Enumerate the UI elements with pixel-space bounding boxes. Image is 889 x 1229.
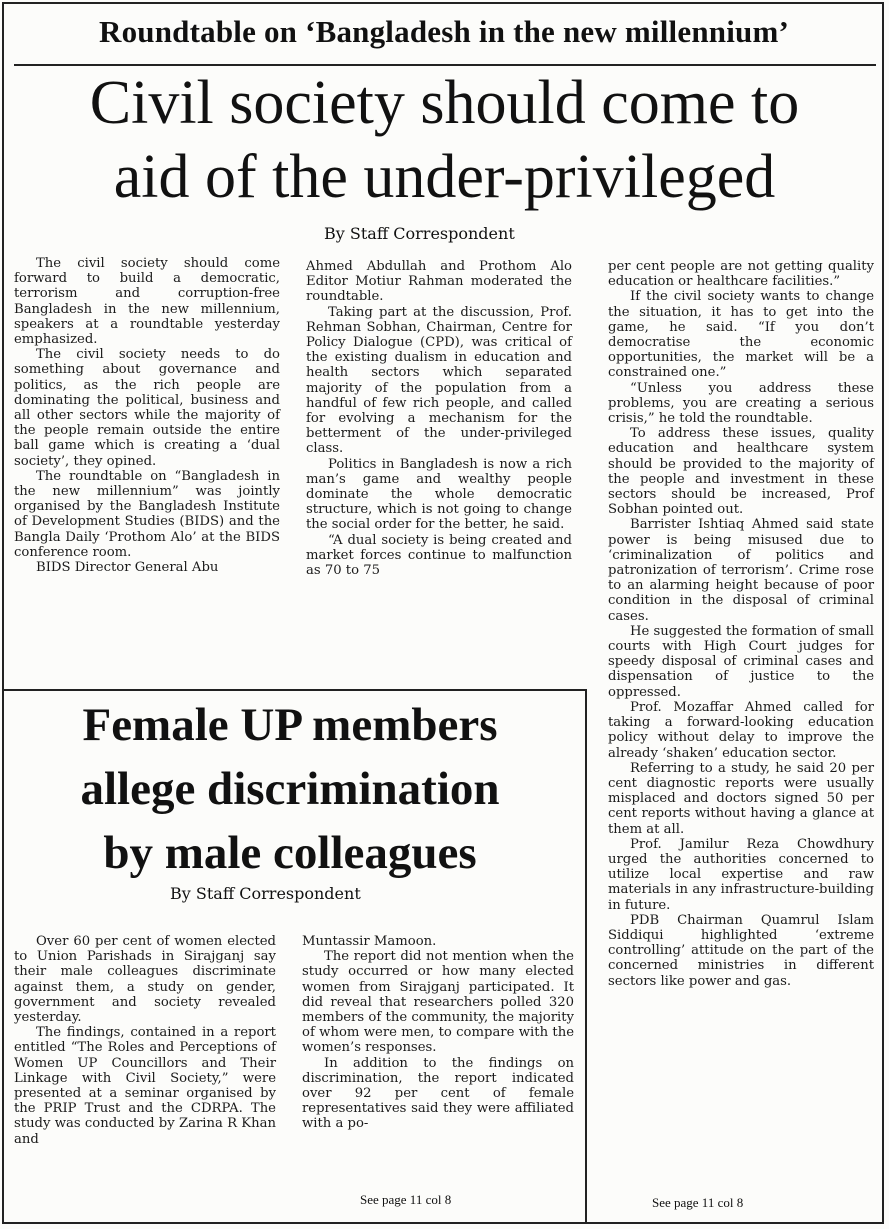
paragraph: The roundtable on “Bangladesh in the new millennium” was jointly organised by the Bangladesh Institute of Development Studies (BIDS) and the Bangla Daily ‘Prothom Alo’ at the BIDS conference room. bbox=[14, 468, 280, 560]
paragraph: The report did not mention when the study occurred or how many elected women from Sirajganj participated. It did reveal that researchers polled 320 members of the community, the majority of whom were men, to compare with the women’s responses. bbox=[302, 949, 574, 1056]
paragraph: Prof. Mozaffar Ahmed called for taking a forward-looking education policy without delay to improve the already ‘shaken’ education sector. bbox=[608, 699, 874, 761]
headline-line-1: Civil society should come to bbox=[89, 69, 800, 137]
article1-column-3 bbox=[608, 259, 874, 989]
article1-column-2 bbox=[306, 259, 572, 578]
article2-column-1 bbox=[14, 934, 276, 1147]
paragraph: “Unless you address these problems, you are creating a serious crisis,” he told the roundtable. bbox=[608, 380, 874, 427]
paragraph: Politics in Bangladesh is now a rich man’s game and wealthy people dominate the whole democratic structure, which is not going to change the social order for the better, he said. bbox=[306, 456, 572, 533]
headline-line-2: aid of the under-privileged bbox=[113, 143, 776, 211]
paragraph: He suggested the formation of small courts with High Court judges for speedy disposal of criminal cases and dispensation of justice to the oppressed. bbox=[608, 623, 874, 700]
headline2-line-1: Female UP members bbox=[82, 699, 498, 751]
paragraph: BIDS Director General Abu bbox=[36, 560, 219, 576]
byline-2: By Staff Correspondent bbox=[170, 884, 361, 903]
kicker-rule bbox=[14, 64, 876, 66]
see-page-jump: See page 11 col 8 bbox=[652, 1195, 744, 1210]
paragraph: In addition to the findings on discrimination, the report indicated over 92 per cent of female representatives said they were affiliated with a po- bbox=[302, 1055, 574, 1132]
paragraph: The civil society should come forward to build a democratic, terrorism and corruption-free Bangladesh in the new millennium, speakers at a roundtable yesterday emphasized. bbox=[14, 256, 280, 348]
byline: By Staff Correspondent bbox=[324, 224, 515, 243]
paragraph: Prof. Jamilur Reza Chowdhury urged the authorities concerned to utilize local expertise and raw materials in any infrastructure-building in future. bbox=[608, 836, 874, 913]
paragraph: To address these issues, quality education and healthcare system should be provided to the majority of the people and investment in these sectors should be increased, Prof Sobhan pointed out. bbox=[608, 426, 874, 518]
article1-column-1 bbox=[14, 256, 280, 575]
paragraph: If the civil society wants to change the situation, it has to get into the game, he said. “If you don’t democratise the economic opportunities, the market will be a constrained one.” bbox=[608, 289, 874, 381]
paragraph: The findings, contained in a report entitled “The Roles and Perceptions of Women UP Councillors and Their Linkage with Civil Society,” were presented at a seminar organised by the PRIP Trust and the CDRPA. The study was conducted by Zarina R Khan and bbox=[14, 1025, 276, 1147]
paragraph: Barrister Ishtiaq Ahmed said state power is being misused due to ‘criminalization of politics and patronization of terrorism’. Crime rose to an alarming height because of poor condition in the disposal of criminal cases. bbox=[608, 517, 874, 624]
paragraph: Taking part at the discussion, Prof. Rehman Sobhan, Chairman, Centre for Policy Dialogue (CPD), was critical of the existing dualism in education and health sectors which separated majority of the population from a handful of few rich people, and called for evolving a mechanism for the betterment of the under-privileged class. bbox=[306, 304, 572, 457]
paragraph: “A dual society is being created and market forces continue to malfunction as 70 to 75 bbox=[306, 532, 572, 579]
paragraph: Muntassir Mamoon. bbox=[302, 934, 437, 949]
see-page-jump-2: See page 11 col 8 bbox=[360, 1192, 452, 1207]
paragraph: Referring to a study, he said 20 per cent diagnostic reports were usually misplaced and doctors signed 50 per cent reports without having a glance at them at all. bbox=[608, 760, 874, 837]
headline2-line-3: by male colleagues bbox=[103, 827, 477, 879]
headline2-line-2: allege discrimination bbox=[80, 763, 500, 815]
kicker: Roundtable on ‘Bangladesh in the new millennium’ bbox=[98, 14, 789, 49]
article2-column-2 bbox=[302, 934, 574, 1132]
paragraph: The civil society needs to do something about governance and politics, as the rich people are dominating the political, business and all other sectors while the majority of the people remain outside the entire ball game which is creating a ‘dual society’, they opined. bbox=[14, 347, 280, 469]
paragraph: Over 60 per cent of women elected to Union Parishads in Sirajganj say their male colleagues discriminate against them, a study on gender, government and society revealed yesterday. bbox=[14, 934, 276, 1026]
paragraph: PDB Chairman Quamrul Islam Siddiqui highlighted ‘extreme controlling’ attitude on the part of the concerned ministries in different sectors like power and gas. bbox=[608, 912, 874, 989]
paragraph: Ahmed Abdullah and Prothom Alo Editor Motiur Rahman moderated the roundtable. bbox=[306, 259, 572, 305]
paragraph: per cent people are not getting quality education or healthcare facilities.” bbox=[608, 259, 874, 290]
